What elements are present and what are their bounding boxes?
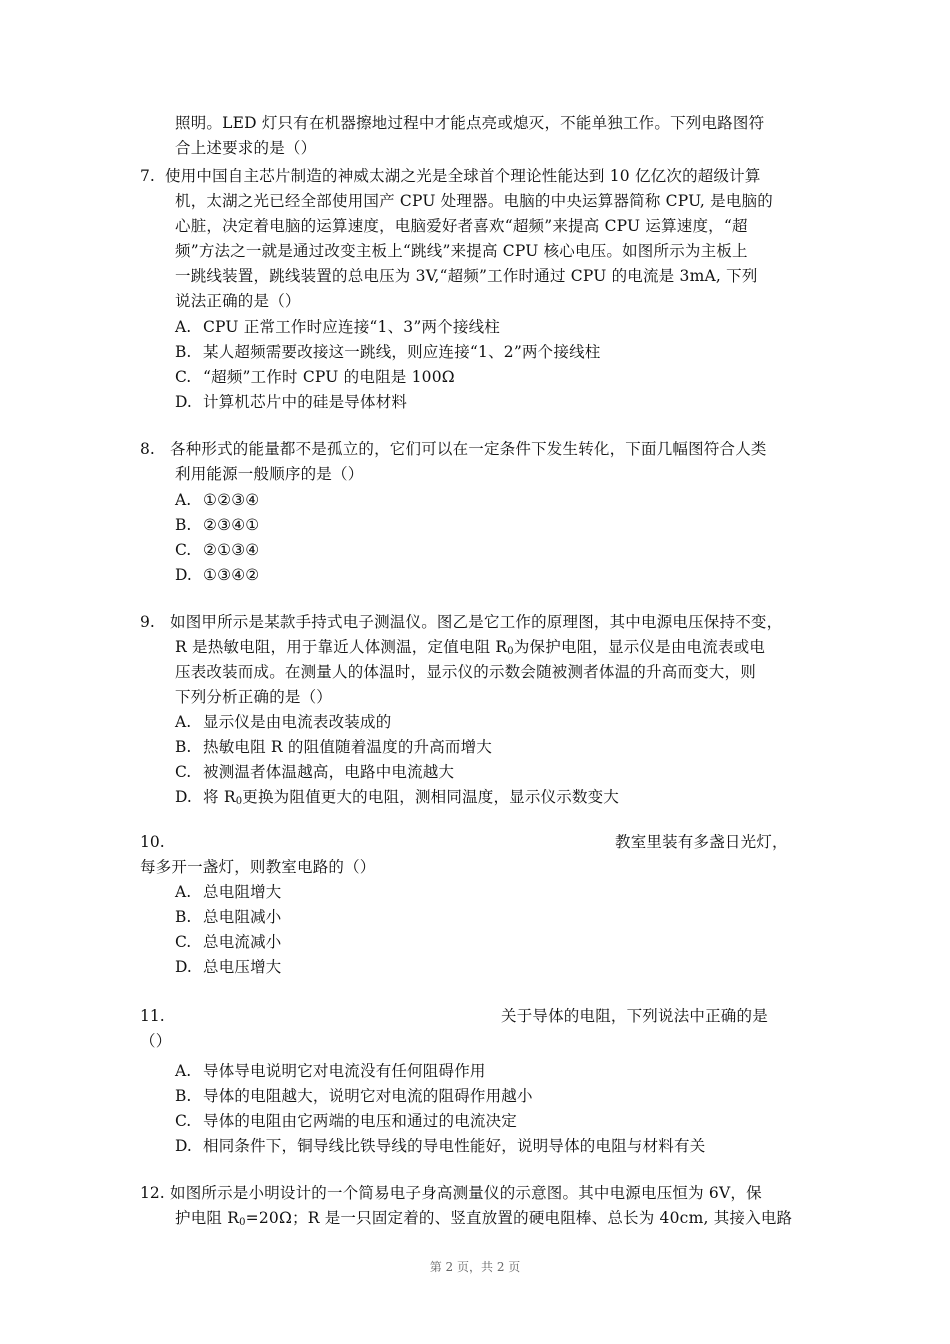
q9-option-d-part-a: 将 R [203,788,236,806]
q8-line-1: 各种形式的能量都不是孤立的，它们可以在一定条件下发生转化，下面几幅图符合人类 [170,440,767,458]
q8-option-c-letter: C. [175,541,192,559]
q9-option-a-letter: A. [175,713,192,731]
q11-option-b-text: 导体的电阻越大，说明它对电流的阻碍作用越小 [203,1087,533,1105]
q12-line-1: 如图所示是小明设计的一个简易电子身高测量仪的示意图。其中电源电压恒为 6V，保 [170,1184,762,1202]
q9-line-1: 如图甲所示是某款手持式电子测温仪。图乙是它工作的原理图，其中电源电压保持不变， [170,613,783,631]
q11-option-d-text: 相同条件下，铜导线比铁导线的导电性能好，说明导体的电阻与材料有关 [203,1137,706,1155]
q11-option-c-text: 导体的电阻由它两端的电压和通过的电流决定 [203,1112,518,1130]
q9-option-d-subscript: 0 [235,796,243,807]
q7-option-b-letter: B. [175,343,192,361]
q11-option-b-letter: B. [175,1087,192,1105]
q9-option-a-text: 显示仪是由电流表改装成的 [203,713,392,731]
q9-option-d-part-b: 更换为阻值更大的电阻，测相同温度，显示仪示数变大 [242,788,620,806]
q9-line-2-part-a: R 是热敏电阻，用于靠近人体测温，定值电阻 R [175,638,508,656]
q7-line-3: 心脏，决定着电脑的运算速度，电脑爱好者喜欢“超频”来提高 CPU 运算速度，“超 [175,217,748,235]
q7-option-c-text: “超频”工作时 CPU 的电阻是 100Ω [203,368,455,386]
q9-option-b-text: 热敏电阻 R 的阻值随着温度的升高而增大 [203,738,493,756]
q9-option-d-text [203,787,619,807]
q7-line-1: 使用中国自主芯片制造的神威太湖之光是全球首个理论性能达到 10 亿亿次的超级计算 [165,167,761,185]
q10-option-d-text: 总电压增大 [203,958,282,976]
q8-option-b-text: ②③④① [203,516,260,534]
q8-option-b-letter: B. [175,516,192,534]
q9-option-c-text: 被测温者体温越高，电路中电流越大 [203,763,455,781]
page-footer: 第 2 页，共 2 页 [429,1260,521,1274]
q11-text-right: 关于导体的电阻，下列说法中正确的是 [501,1007,768,1025]
q10-option-c-text: 总电流减小 [203,933,282,951]
q7-option-a-text: CPU 正常工作时应连接“1、3”两个接线柱 [203,318,500,336]
q6-line-1: 照明。LED 灯只有在机器擦地过程中才能点亮或熄灭，不能单独工作。下列电路图符 [175,114,765,132]
q8-option-c-text: ②①③④ [203,541,260,559]
q9-number: 9. [140,613,155,631]
q8-option-d-letter: D. [175,566,192,584]
q10-option-a-text: 总电阻增大 [203,883,282,901]
q8-number: 8. [140,440,155,458]
q9-option-d-letter: D. [175,788,192,806]
q12-line-2-subscript: 0 [239,1217,246,1228]
q9-line-3: 压表改装而成。在测量人的体温时，显示仪的示数会随被测者体温的升高而变大，则 [175,663,756,681]
q12-line-2 [175,1208,792,1228]
q8-option-a-text: ①②③④ [203,491,260,509]
q10-option-d-letter: D. [175,958,192,976]
q9-line-2-subscript: 0 [507,646,514,657]
q11-text-continued: （） [140,1032,172,1050]
q6-line-2: 合上述要求的是（） [175,139,317,157]
q9-option-c-letter: C. [175,763,192,781]
q10-option-b-letter: B. [175,908,192,926]
q10-option-a-letter: A. [175,883,192,901]
q11-option-a-text: 导体导电说明它对电流没有任何阻碍作用 [203,1062,486,1080]
q9-line-2 [175,637,765,657]
q8-option-d-text: ①③④② [203,566,260,584]
q9-option-b-letter: B. [175,738,192,756]
q10-option-b-text: 总电阻减小 [203,908,282,926]
q7-option-b-text: 某人超频需要改接这一跳线，则应连接“1、2”两个接线柱 [203,343,601,361]
q12-line-2-part-a: 护电阻 R [175,1209,240,1227]
q10-number: 10. [140,833,165,851]
q12-number: 12. [140,1184,165,1202]
q11-number: 11. [140,1007,165,1025]
q7-option-a-letter: A. [175,318,192,336]
q7-option-c-letter: C. [175,368,192,386]
q7-line-2: 机，太湖之光已经全部使用国产 CPU 处理器。电脑的中央运算器简称 CPU, 是电脑的 [175,192,773,210]
q12-line-2-part-b: =20Ω；R 是一只固定着的、竖直放置的硬电阻棒、总长为 40cm, 其接入电路 [245,1209,793,1227]
q10-option-c-letter: C. [175,933,192,951]
q7-option-d-letter: D. [175,393,192,411]
q8-option-a-letter: A. [175,491,192,509]
q8-line-2: 利用能源一般顺序的是（） [175,465,364,483]
q10-text-right: 教室里装有多盏日光灯， [615,833,788,851]
q7-option-d-text: 计算机芯片中的硅是导体材料 [203,393,408,411]
q11-option-a-letter: A. [175,1062,192,1080]
q11-option-d-letter: D. [175,1137,192,1155]
q11-option-c-letter: C. [175,1112,192,1130]
q7-number: 7. [140,167,155,185]
q10-text-continued: 每多开一盏灯，则教室电路的（） [140,858,376,876]
q7-line-6: 说法正确的是（） [175,292,301,310]
q9-line-4: 下列分析正确的是（） [175,688,333,706]
q7-line-4: 频”方法之一就是通过改变主板上“跳线”来提高 CPU 核心电压。如图所示为主板上 [175,242,748,260]
q7-line-5: 一跳线装置，跳线装置的总电压为 3V,“超频”工作时通过 CPU 的电流是 3mA, 下列 [175,267,758,285]
q9-line-2-part-b: 为保护电阻，显示仪是由电流表或电 [513,638,766,656]
